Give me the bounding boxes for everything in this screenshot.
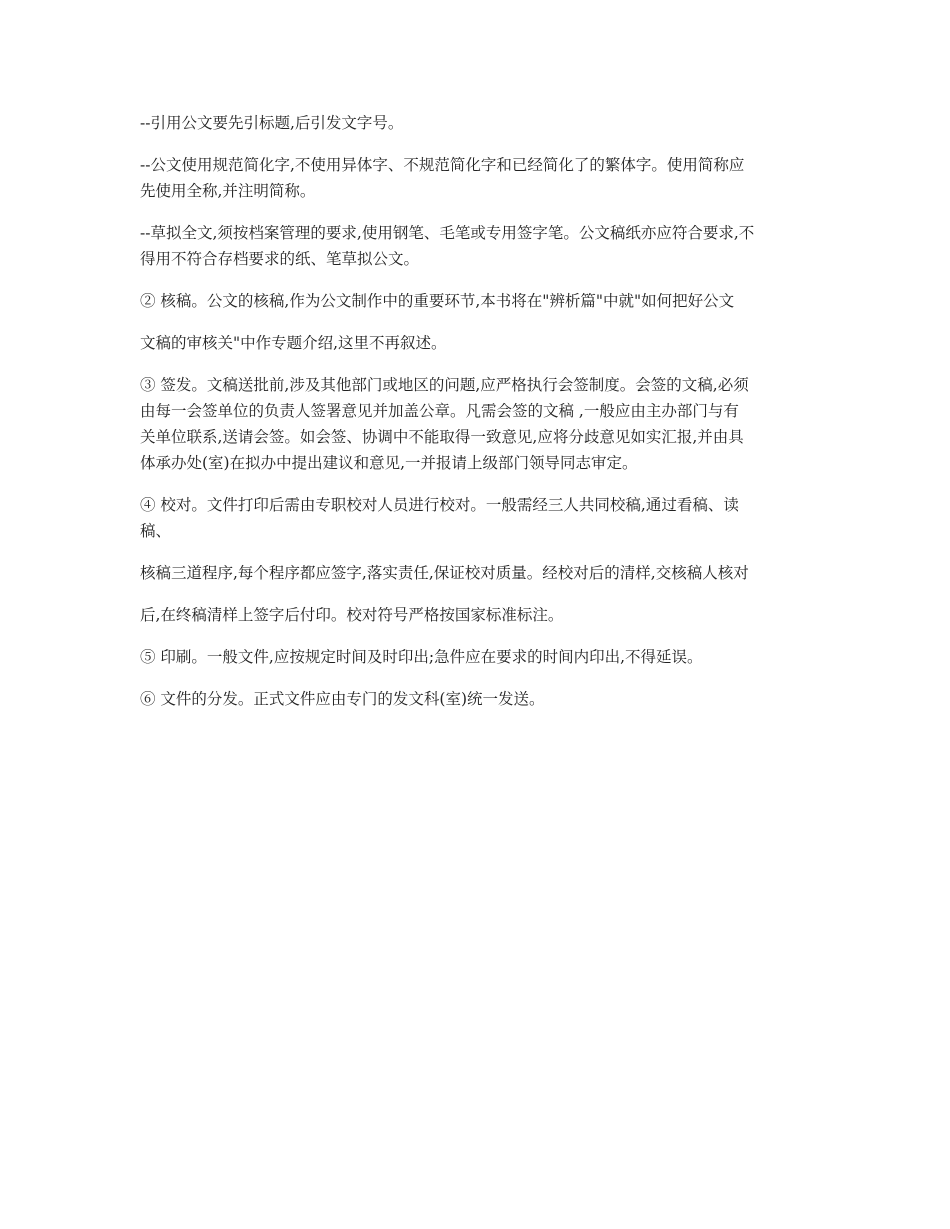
text-line: 文稿的审核关"中作专题介绍,这里不再叙述。 <box>140 334 447 352</box>
text-line: ⑤ 印刷。一般文件,应按规定时间及时印出;急件应在要求的时间内印出,不得延误。 <box>140 648 703 666</box>
document-body <box>140 110 815 728</box>
text-line: --草拟全文,须按档案管理的要求,使用钢笔、毛笔或专用签字笔。公文稿纸亦应符合要求,不 <box>140 224 755 242</box>
paragraph-printing <box>140 644 815 670</box>
text-line: ④ 校对。文件打印后需由专职校对人员进行校对。一般需经三人共同校稿,通过看稿、读 <box>140 496 739 514</box>
text-line: 得用不符合存档要求的纸、笔草拟公文。 <box>140 250 420 268</box>
text-line: ③ 签发。文稿送批前,涉及其他部门或地区的问题,应严格执行会签制度。会签的文稿,必须 <box>140 376 749 394</box>
paragraph-character-rule <box>140 152 815 204</box>
text-line: 后,在终稿清样上签字后付印。校对符号严格按国家标准标注。 <box>140 606 564 624</box>
paragraph-proofreading-steps <box>140 560 815 586</box>
paragraph-distribution <box>140 686 815 712</box>
paragraph-proofreading <box>140 492 815 544</box>
paragraph-drafting-rule <box>140 220 815 272</box>
text-line: --公文使用规范简化字,不使用异体字、不规范简化字和已经简化了的繁体字。使用简称应 <box>140 156 745 174</box>
text-line: 先使用全称,并注明简称。 <box>140 182 316 200</box>
text-line: 核稿三道程序,每个程序都应签字,落实责任,保证校对质量。经校对后的清样,交核稿人核对 <box>140 564 749 582</box>
text-line: 体承办处(室)在拟办中提出建议和意见,一并报请上级部门领导同志审定。 <box>140 454 638 472</box>
paragraph-review-continued <box>140 330 815 356</box>
paragraph-signing <box>140 372 815 476</box>
text-line: 稿、 <box>140 522 172 540</box>
text-line: 由每一会签单位的负责人签署意见并加盖公章。凡需会签的文稿 ,一般应由主办部门与有 <box>140 402 739 420</box>
paragraph-review <box>140 288 815 314</box>
paragraph-citation-rule <box>140 110 815 136</box>
text-line: ⑥ 文件的分发。正式文件应由专门的发文科(室)统一发送。 <box>140 690 545 708</box>
text-line: 关单位联系,送请会签。如会签、协调中不能取得一致意见,应将分歧意见如实汇报,并由具 <box>140 428 744 446</box>
paragraph-proofreading-final <box>140 602 815 628</box>
text-line: --引用公文要先引标题,后引发文字号。 <box>140 114 404 132</box>
text-line: ② 核稿。公文的核稿,作为公文制作中的重要环节,本书将在"辨析篇"中就"如何把好公文 <box>140 292 735 310</box>
